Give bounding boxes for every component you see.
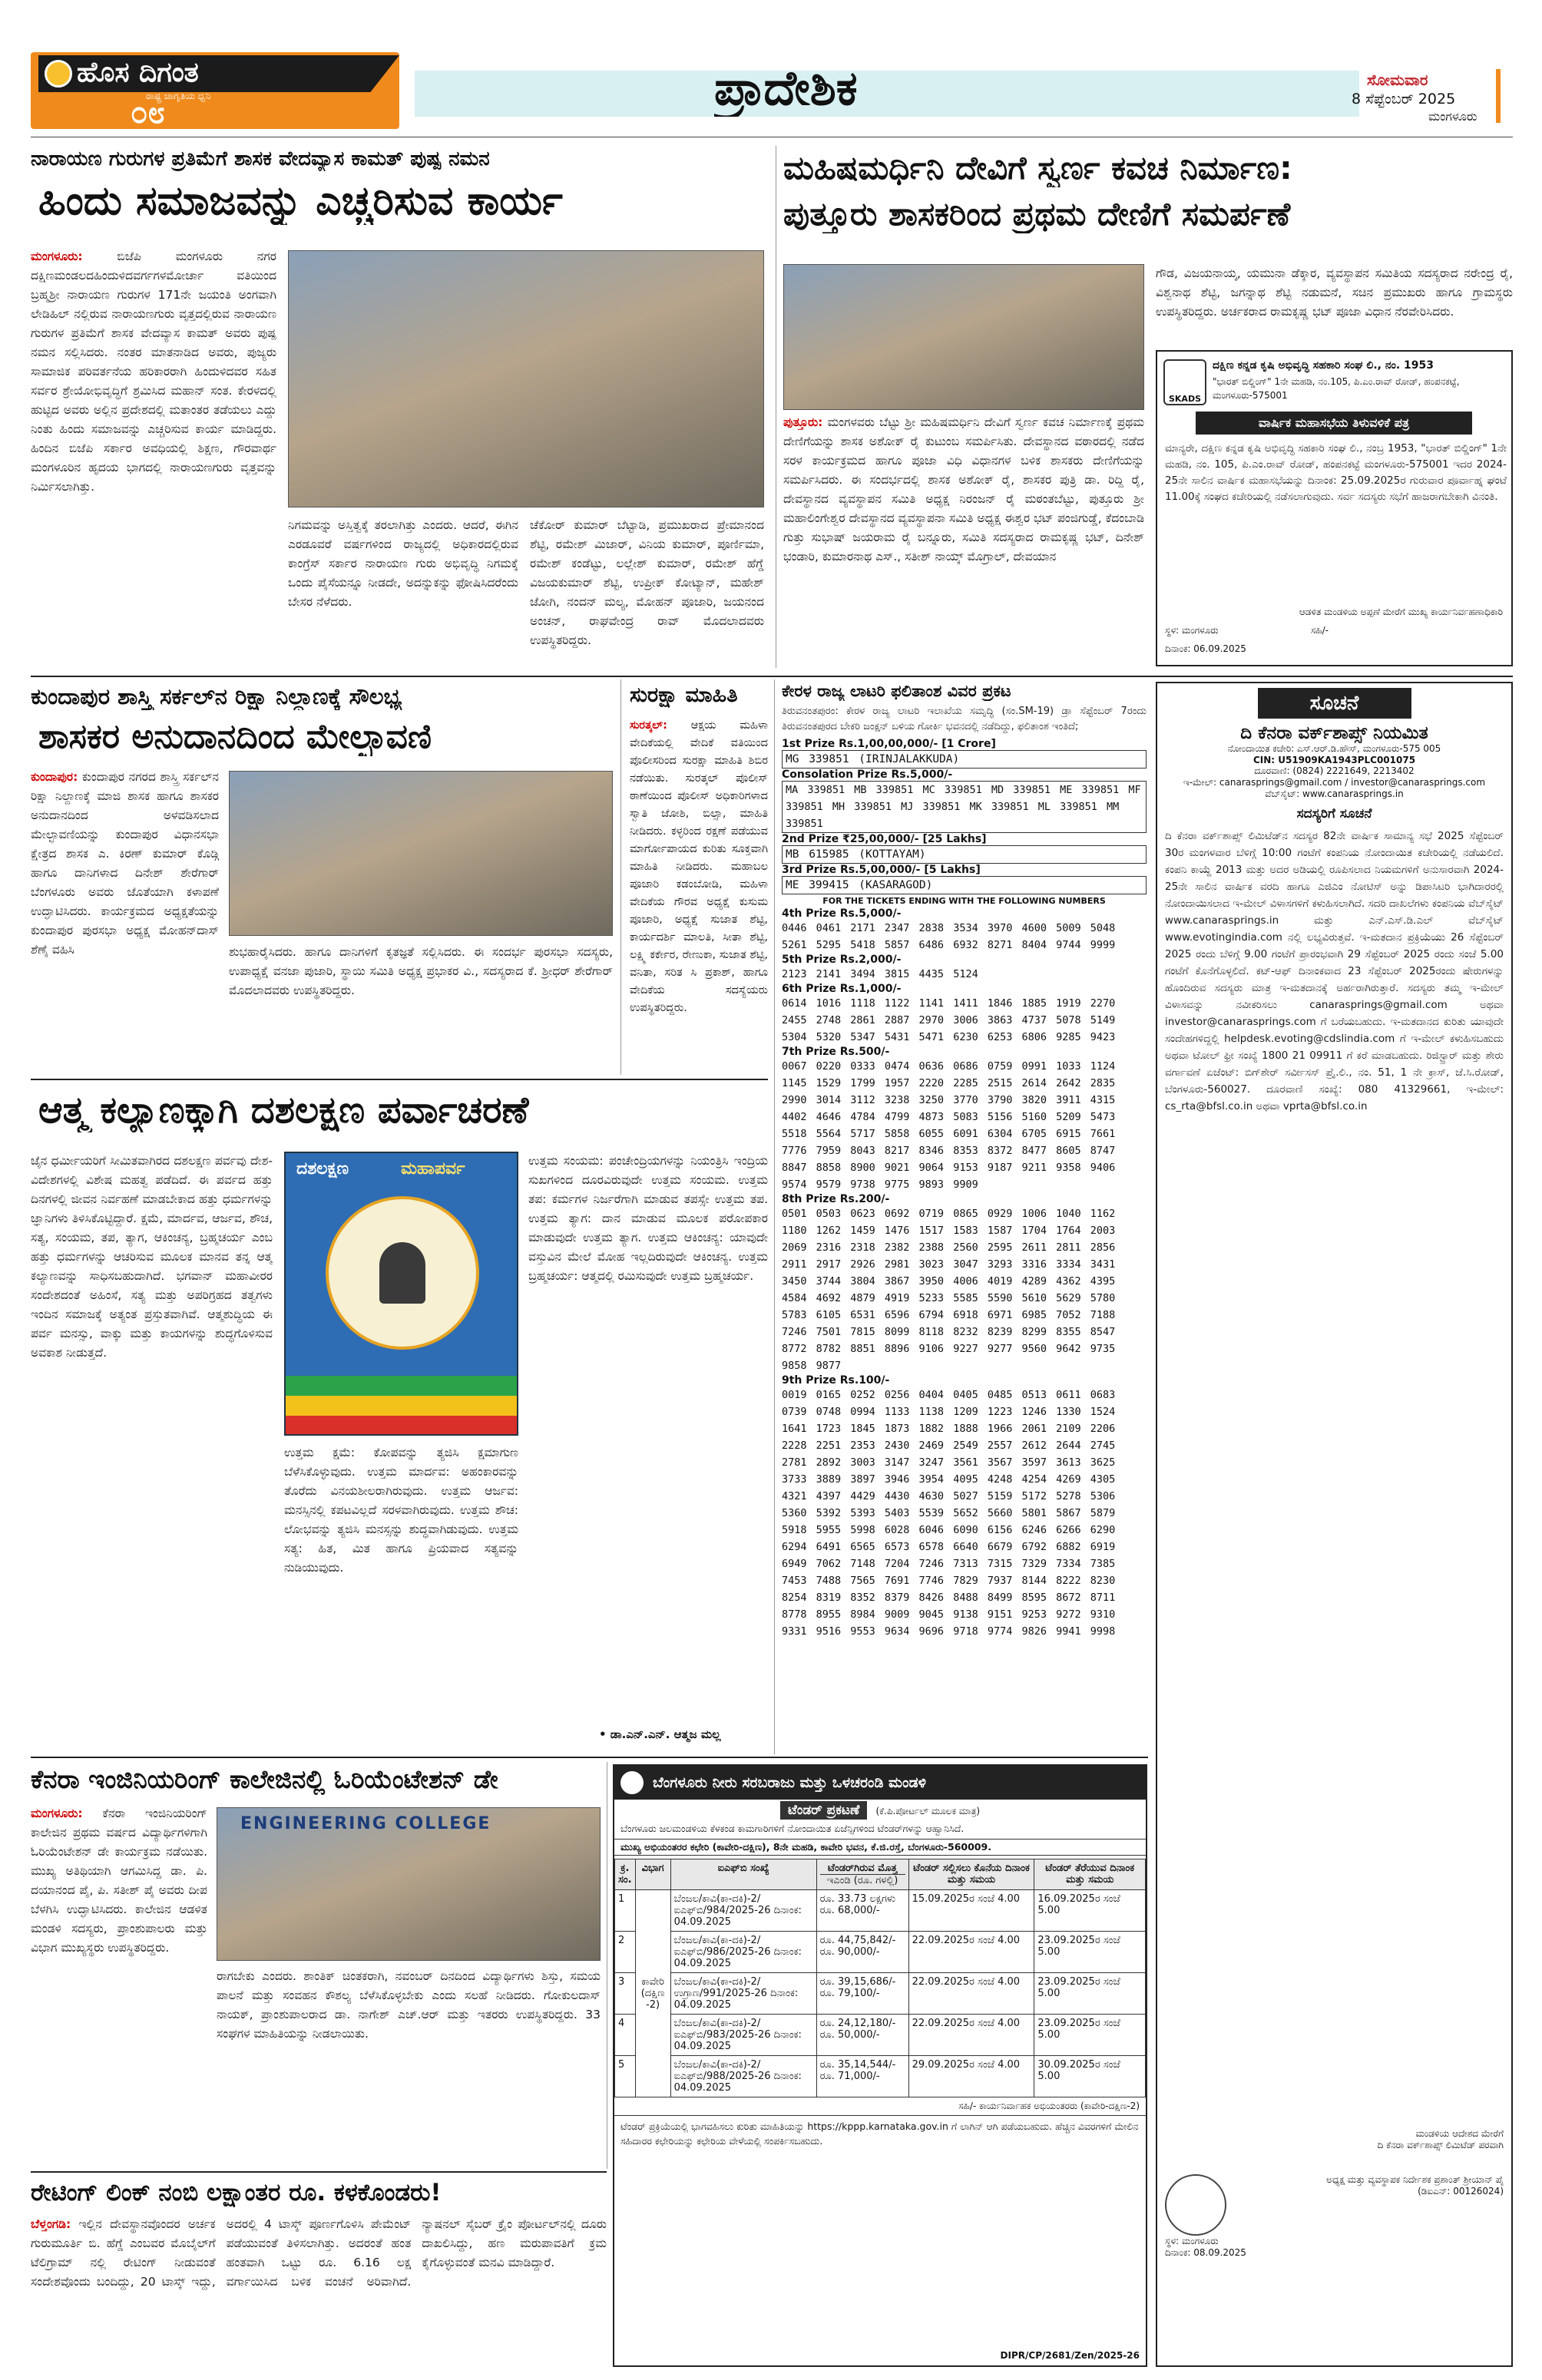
lottery-sixth-prize: 6th Prize Rs.1,000/- [782, 983, 902, 995]
lottery-fourth-nos: 0446 0461 2171 2347 2838 3534 3970 4600 5009 5048 5261 5295 5418 5857 6486 6932 8271 8404 9744 9999 [782, 922, 1116, 951]
diagram-band-yellow [286, 1396, 517, 1416]
story5-author: • ಡಾ.ಎನ್.ಎನ್. ಆತ್ಮಜ ಮಲ್ಲ [599, 1727, 721, 1741]
cell-amount-value: ರೂ. 35,14,544/- [819, 2059, 896, 2071]
story6-body-col1 [31, 1804, 207, 2165]
col-emd-label: ಇಎಂಡಿ (ರೂ. ಗಳಲ್ಲಿ) [820, 1874, 905, 1886]
story1-body-col1 [31, 247, 276, 677]
diagram-band-green [286, 1376, 517, 1396]
logo-text: ಹೊಸ ದಿಗಂತ [77, 57, 199, 88]
tender-header [614, 1766, 1146, 1800]
story6-body1: ಕೆನರಾ ಇಂಜಿನಿಯರಿಂಗ್ ಕಾಲೇಜಿನ ಪ್ರಥಮ ವರ್ಷದ ವಿದ್ಯಾರ್ಥಿಗಳಿಗಾಗಿ ಓರಿಯೆಂಟೇಶನ್ ಡೇ ಕಾರ್ಯಕ್ರಮ ನಡೆಯಿತು. ಮುಖ್ಯ ಅತಿಥಿಯಾಗಿ ಆಗಮಿಸಿದ್ದ ಡಾ. ಪಿ. ದಯಾನಂದ ಪೈ, ಪಿ. ಸತೀಶ್ ಪೈ ಅವರು ದೀಪ ಬೆಳಗಿಸಿ ಉದ್ಘಾಟಿಸಿದರು. ಕಾಲೇಜಿನ ಆಡಳಿತ ಮಂಡಳಿ ಸದಸ್ಯರು, ಪ್ರಾಂಶುಪಾಲರು ಮತ್ತು ವಿಭಾಗ ಮುಖ್ಯಸ್ಥರು ಉಪಸ್ಥಿತರಿದ್ದರು. [31, 1806, 207, 1955]
story1-headline: ಹಿಂದು ಸಮಾಜವನ್ನು ಎಚ್ಚರಿಸುವ ಕಾರ್ಯ [38, 178, 563, 224]
canara-reg-office: ನೋಂದಾಯಿತ ಕಚೇರಿ: ಎಸ್.ಆರ್.ಡಿ.ಹೌಸ್, ಮಂಗಳೂರು-575 005 [1227, 743, 1441, 754]
table-row [615, 2015, 1146, 2056]
story2-body-main [783, 413, 1144, 666]
lottery-headline: ಕೇರಳ ರಾಜ್ಯ ಲಾಟರಿ ಫಲಿತಾಂಶ ವಿವರ ಪ್ರಕಟ [782, 682, 1011, 700]
agm-body: ಮಾನ್ಯರೇ, ದಕ್ಷಿಣ ಕನ್ನಡ ಕೃಷಿ ಅಭಿವೃದ್ಧಿ ಸಹಕಾರಿ ಸಂಘ ಲಿ., ನಂಬ್ರ 1953, "ಭಾರತ್ ಬಿಲ್ಡಿಂಗ್" 1ನೇ ಮಹಡಿ, ನಂ. 105, ಪಿ.ಎಂ.ರಾವ್ ರೋಡ್, ಹಂಪನಕಟ್ಟೆ ಮಂಗಳೂರು-575001 ಇದರ 2024-25ನೇ ಸಾಲಿನ ವಾರ್ಷಿಕ ಮಹಾಸಭೆಯನ್ನು ದಿನಾಂಕ: 25.09.2025ರ ಗುರುವಾರ ಪೂರ್ವಾಹ್ನ ಘಂಟೆ 11.00ಕ್ಕೆ ಸಂಘದ ಕಚೇರಿಯಲ್ಲಿ ನಡೆಸಲಾಗುವುದು. ಸರ್ವ ಸದಸ್ಯರು ಸಭೆಗೆ ಹಾಜರಾಗಬೇಕಾಗಿ ವಿನಂತಿ. [1165, 442, 1507, 503]
section-rule-3 [31, 1757, 1148, 1758]
agm-org: ದಕ್ಷಿಣ ಕನ್ನಡ ಕೃಷಿ ಅಭಿವೃದ್ಧಿ ಸಹಕಾರಿ ಸಂಘ ಲಿ., ನಂ. 1953 [1213, 359, 1434, 372]
cell-open: 16.09.2025ರ ಸಂಜೆ 5.00 [1034, 1890, 1146, 1932]
cell-amount-value: ರೂ. 33.73 ಲಕ್ಷಗಳು [819, 1893, 896, 1905]
story6-dateline: ಮಂಗಳೂರು: [31, 1806, 83, 1820]
cell-open: 23.09.2025ರ ಸಂಜೆ 5.00 [1034, 1973, 1146, 2015]
cell-last: 22.09.2025ರ ಸಂಜೆ 4.00 [908, 1932, 1034, 1973]
cell-emd-value: ರೂ. 50,000/- [819, 2029, 880, 2041]
story2-headline2: ಪುತ್ತೂರು ಶಾಸಕರಿಂದ ಪ್ರಥಮ ದೇಣಿಗೆ ಸಮರ್ಪಣೆ [783, 195, 1291, 233]
section-rule-2 [31, 1079, 768, 1080]
cell-sl: 1 [615, 1890, 636, 1932]
col-ifb: ಐಎಫ್‌ಬಿ ಸಂಖ್ಯೆ [670, 1859, 816, 1890]
tender-notice [613, 1764, 1147, 2367]
cell-ifb: ಬೆಂಜಲ/ಕಾವಿ(ಕಾ-ದಕಿ)-2/ಐಎಫ್‌ಬಿ/986/2025-26 ದಿನಾಂಕ: 04.09.2025 [670, 1932, 816, 1973]
cell-last: 22.09.2025ರ ಸಂಜೆ 4.00 [908, 2015, 1034, 2056]
story5-headline: ಆತ್ಮ ಕಲ್ಯಾಣಕ್ಕಾಗಿ ದಶಲಕ್ಷಣ ಪರ್ವಾಚರಣೆ [38, 1089, 529, 1132]
lottery-intro: ತಿರುವನಂತಪುರಂ: ಕೇರಳ ರಾಜ್ಯ ಲಾಟರಿ ಇಲಾಖೆಯ ಸಮೃದ್ಧಿ (ಸಂ.SM-19) ಡ್ರಾ ಸೆಪ್ಟೆಂಬರ್ 7ರಂದು ತಿರುವನಂತಪುರದ ಬೇಕರಿ ಜಂಕ್ಷನ್ ಬಳಿಯ ಗೋರ್ಕಿ ಭವನದಲ್ಲಿ ನಡೆದಿದ್ದು, ಫಲಿತಾಂಶ ಇಂತಿದೆ; [782, 706, 1147, 732]
story3-body-col1 [31, 768, 219, 1075]
tender-footer: ಟೆಂಡರ್ ಪ್ರಕ್ರಿಯೆಯಲ್ಲಿ ಭಾಗವಹಿಸಲು ಕುರಿತು ಮಾಹಿತಿಯನ್ನು https://kppp.karnataka.gov.in ಗೆ ಲಾಗಿನ್ ಆಗಿ ಪಡೆಯಬಹುದು. ಹೆಚ್ಚಿನ ವಿವರಗಳಿಗೆ ಮೇಲಿನ ಸಹಿದಾರರ ಕಛೇರಿಯನ್ನು ಕಛೇರಿಯ ವೇಳೆಯಲ್ಲಿ ಸಂಪರ್ಕಿಸಬಹುದು. [614, 2115, 1146, 2151]
agm-notice [1156, 350, 1513, 666]
story4-body-wrap [630, 717, 768, 1075]
story4-headline: ಸುರಕ್ಷಾ ಮಾಹಿತಿ [630, 683, 738, 707]
canara-footer1: ಮಂಡಳಿಯ ಆದೇಶದ ಮೇರೆಗೆ [1415, 2128, 1504, 2139]
section-rule-4 [31, 2171, 607, 2173]
date-rule [1496, 69, 1501, 123]
cell-last: 29.09.2025ರ ಸಂಜೆ 4.00 [908, 2056, 1034, 2097]
city-label: ಮಂಗಳೂರು [1428, 109, 1477, 124]
canara-footer2: ದಿ ಕೆನರಾ ವರ್ಕ್‌ಶಾಪ್ಸ್ ಲಿಮಿಟೆಡ್ ಪರವಾಗಿ [1377, 2140, 1504, 2150]
agm-address: "ಭಾರತ್ ಬಿಲ್ಡಿಂಗ್" 1ನೇ ಮಹಡಿ, ನಂ.105, ಪಿ.ಎಂ.ರಾವ್ ರೋಡ್, ಹಂಪನಕಟ್ಟೆ, ಮಂಗಳೂರು-575001 [1213, 376, 1460, 401]
diagram-title: ದಶಲಕ್ಷಣ [296, 1159, 349, 1178]
lottery-fifth-nos: 2123 2141 3494 3815 4435 5124 [782, 968, 978, 980]
tender-sign: ಸಹಿ/- ಕಾರ್ಯನಿರ್ವಾಹಕ ಅಭಿಯಂತರರು (ಕಾವೇರಿ-ದಕ್ಷಿಣ-2) [958, 2101, 1140, 2111]
cell-sl: 2 [615, 1932, 636, 1973]
story3-body2: ಶುಭಹಾರೈಸಿದರು. ಹಾಗೂ ದಾನಿಗಳಿಗೆ ಕೃತಜ್ಞತೆ ಸಲ್ಲಿಸಿದರು. ಈ ಸಂದರ್ಭ ಪುರಸಭಾ ಸದಸ್ಯರು, ಉಪಾಧ್ಯಕ್ಷೆ ವನಜಾ ಪುಜಾರಿ, ಸ್ಥಾಯಿ ಸಮಿತಿ ಅಧ್ಯಕ್ಷ ಪ್ರಭಾಕರ ವಿ., ಸದಸ್ಯರಾದ ಕೆ. ಶ್ರೀಧರ್ ಶೇರೆಗಾರ್ ಮೊದಲಾದವರು ಉಪಸ್ಥಿತರಿದ್ದರು. [229, 945, 613, 997]
story1-body3: ಚೆಕೋರ್ ಕುಮಾರ್ ಬೆಟ್ಟಾಡಿ, ಪ್ರಮುಖರಾದ ಪ್ರೇಮಾನಂದ ಶೆಟ್ಟಿ, ರಮೇಶ್ ಮಿಜಾರ್, ವಿನಿಯ ಕುಮಾರ್, ಪೂರ್ಣಿಮಾ, ರಮೇಶ್ ಕಂಡೆಟ್ಟು, ಲಲ್ಲೇಶ್ ಕುಮಾರ್, ರಮೇಶ್ ಹೆಗ್ಡೆ ವಿಜಯಕುಮಾರ್ ಶೆಟ್ಟಿ, ಉಪ್ರೀಕ್ ಕೋಟ್ಯಾನ್, ಮಹೇಶ್ ಜೋಗಿ, ನಂದನ್ ಮಲ್ಯ, ಮೋಹನ್ ಪೂಜಾರಿ, ಜಯನಂದ ಅಂಚನ್, ರಾಘವೇಂದ್ರ ರಾವ್ ಮೊದಲಾದವರು ಉಪಸ್ಥಿತರಿದ್ದರು. [530, 518, 764, 647]
story2-dateline: ಪುತ್ತೂರು: [783, 415, 823, 429]
lottery-ending-note: FOR THE TICKETS ENDING WITH THE FOLLOWING NUMBERS [822, 896, 1106, 906]
agm-sign: ಸಹಿ/- [1311, 625, 1329, 636]
cell-open: 23.09.2025ರ ಸಂಜೆ 5.00 [1034, 1932, 1146, 1973]
col-divider-3 [774, 679, 775, 1754]
cell-emd-value: ರೂ. 71,000/- [819, 2071, 880, 2082]
lottery-fifth-prize: 5th Prize Rs.2,000/- [782, 954, 902, 966]
story6-photo [217, 1807, 601, 1961]
story6-headline: ಕೆನರಾ ಇಂಜಿನಿಯರಿಂಗ್ ಕಾಲೇಜಿನಲ್ಲಿ ಓರಿಯೆಂಟೇಶನ್ ಡೇ [31, 1764, 498, 1794]
lottery-seventh-prize: 7th Prize Rs.500/- [782, 1046, 890, 1058]
table-row [615, 1973, 1146, 2015]
agm-signatory: ಆಡಳಿತ ಮಂಡಳಿಯ ಅಪ್ಪಣೆ ಮೇರೆಗೆ ಮುಖ್ಯ ಕಾರ್ಯನಿರ್ವಹಣಾಧಿಕಾರಿ [1299, 607, 1503, 617]
story6-body2: ರಾಗಬೇಕು ಎಂದರು. ಶಾಂತಿಕ್ ಚಿಂತಕರಾಗಿ, ನವಂಬರ್ ದಿನದಿಂದ ವಿದ್ಯಾರ್ಥಿಗಳು ಶಿಸ್ತು, ಸಮಯ ಪಾಲನೆ ಮತ್ತು ಸಂವಹನ ಕೌಶಲ್ಯ ಬೆಳೆಸಿಕೊಳ್ಳಬೇಕು ಎಂದು ಸಲಹೆ ನೀಡಿದರು. ಗೋಕುಲದಾಸ್ ನಾಯಕ್, ಪ್ರಾಂಶುಪಾಲರಾದ ಡಾ. ನಾಗೇಶ್ ಎಚ್.ಆರ್ ಮತ್ತು ಇತರರು ಉಪಸ್ಥಿತರಿದ್ದರು. 33 ಸಂಘಗಳ ಮಾಹಿತಿಯನ್ನು ನೀಡಲಾಯಿತು. [217, 1969, 601, 2041]
canara-sub: ಸದಸ್ಯರಿಗೆ ಸೂಚನೆ [1296, 806, 1372, 821]
story2-photo [783, 264, 1144, 410]
canara-cin: CIN: U51909KA1943PLC001075 [1252, 755, 1416, 765]
agm-date: ದಿನಾಂಕ: 06.09.2025 [1165, 643, 1246, 654]
story2-body1: ಗೌಡ, ವಿಜಯನಾಯ್ಕ, ಯಮುನಾ ಡೆಕ್ಕಾರ, ವ್ಯವಸ್ಥಾಪನ ಸಮಿತಿಯ ಸದಸ್ಯರಾದ ನರೇಂದ್ರ ರೈ, ವಿಶ್ವನಾಥ ಶೆಟ್ಟಿ, ಜಗನ್ನಾಥ ಶೆಟ್ಟಿ ನಡುಮನೆ, ಸಚಿನ ಪ್ರಮುಖರು ಹಾಗೂ ಗ್ರಾಮಸ್ಥರು ಉಪಸ್ಥಿತರಿದ್ದರು. ಅರ್ಚಕರಾದ ರಾಮಕೃಷ್ಣ ಭಟ್ ಪೂಜಾ ವಿಧಾನ ನೆರವೇರಿಸಿದರು. [1156, 266, 1513, 319]
cell-open: 30.09.2025ರ ಸಂಜೆ 5.00 [1034, 2056, 1146, 2097]
page-number: ೦೮ [131, 95, 165, 131]
lamp-icon [45, 60, 72, 88]
cell-amount-value: ರೂ. 24,12,180/- [819, 2018, 896, 2029]
story5-body2: ಉತ್ತಮ ಸಂಯಮ: ಪಂಚೇಂದ್ರಿಯಗಳನ್ನು ನಿಯಂತ್ರಿಸಿ ಇಂದ್ರಿಯ ಸುಖಗಳಿಂದ ದೂರವಿರುವುದೇ ಉತ್ತಮ ಸಂಯಮ. ಉತ್ತಮ ತಪ: ಕರ್ಮಗಳ ನಿರ್ಜರೆಗಾಗಿ ಮಾಡುವ ತಪಸ್ಸೇ ಉತ್ತಮ ತಪ. ಉತ್ತಮ ತ್ಯಾಗ: ದಾನ ಮಾಡುವ ಮೂಲಕ ಪರೋಪಕಾರ ಮಾಡುವುದೇ ಉತ್ತಮ ತ್ಯಾಗ. ಉತ್ತಮ ಆಕಿಂಚನ್ಯ: ಯಾವುದೇ ವಸ್ತುವಿನ ಮೇಲೆ ಮೋಹ ಇಲ್ಲದಿರುವುದೇ ಆಕಿಂಚನ್ಯ. ಉತ್ತಮ ಬ್ರಹ್ಮಚರ್ಯ: ಆತ್ಮದಲ್ಲಿ ರಮಿಸುವುದೇ ಉತ್ತಮ ಬ್ರಹ್ಮಚರ್ಯ. [528, 1154, 768, 1283]
story3-headline1: ಕುಂದಾಪುರ ಶಾಸ್ತ್ರಿ ಸರ್ಕಲ್‌ನ ರಿಕ್ಷಾ ನಿಲ್ದಾಣಕ್ಕೆ ಸೌಲಭ್ಯ [31, 683, 402, 709]
section-band [415, 71, 1359, 117]
tender-intro: ಬೆಂಗಳೂರು ಜಲಮಂಡಳಿಯ ಕೆಳಕಂಡ ಕಾಮಗಾರಿಗಳಿಗೆ ನೋಂದಾಯಿತ ಏಜೆನ್ಸಿಗಳಿಂದ ಟೆಂಡರ್‌ಗಳನ್ನು ಆಹ್ವಾನಿಸಿದೆ. [620, 1823, 965, 1834]
story7-body-wrap [31, 2215, 607, 2365]
cell-ifb: ಬೆಂಜಲ/ಕಾವಿ(ಕಾ-ದಕಿ)-2/ಐಎಫ್‌ಬಿ/984/2025-26 ದಿನಾಂಕ: 04.09.2025 [670, 1890, 816, 1932]
story5-body3: ಉತ್ತಮ ಕ್ಷಮೆ: ಕೋಪವನ್ನು ತ್ಯಜಿಸಿ ಕ್ಷಮಾಗುಣ ಬೆಳೆಸಿಕೊಳ್ಳುವುದು. ಉತ್ತಮ ಮಾರ್ದವ: ಅಹಂಕಾರವನ್ನು ತೊರೆದು ವಿನಯಶೀಲರಾಗಿರುವುದು. ಉತ್ತಮ ಆರ್ಜವ: ಮನಸ್ಸಿನಲ್ಲಿ ಕಪಟವಿಲ್ಲದೆ ಸರಳವಾಗಿರುವುದು. ಉತ್ತಮ ಶೌಚ: ಲೋಭವನ್ನು ತ್ಯಜಿಸಿ ಮನಸ್ಸನ್ನು ಶುದ್ಧವಾಗಿಡುವುದು. ಉತ್ತಮ ಸತ್ಯ: ಹಿತ, ಮಿತ ಹಾಗೂ ಪ್ರಿಯವಾದ ಸತ್ಯವನ್ನು ನುಡಿಯುವುದು. [284, 1446, 518, 1575]
table-row [615, 1890, 1146, 1932]
tirthankara-icon [379, 1242, 425, 1304]
lottery-consolation: Consolation Prize Rs.5,000/- [782, 769, 953, 781]
cell-division: ಕಾವೇರಿ (ದಕ್ಷಿಣ -2) [635, 1890, 670, 2097]
lottery-consolation-nos: MA 339851 MB 339851 MC 339851 MD 339851 ME 339851 MF 339851 MH 339851 MJ 339851 MK 339851 ML 339851 MM 339851 [782, 781, 1147, 833]
agm-title: ವಾರ್ಷಿಕ ಮಹಾಸಭೆಯ ತಿಳುವಳಿಕೆ ಪತ್ರ [1196, 412, 1472, 435]
cell-sl: 4 [615, 2015, 636, 2056]
tender-office: ಮುಖ್ಯ ಅಭಿಯಂತರರ ಕಛೇರಿ (ಕಾವೇರಿ-ದಕ್ಷಿಣ), 8ನೇ ಮಹಡಿ, ಕಾವೇರಿ ಭವನ, ಕೆ.ಜಿ.ರಸ್ತೆ, ಬೆಂಗಳೂರು-560009. [614, 1839, 1146, 1856]
photo-banner-text: ENGINEERING COLLEGE [240, 1814, 491, 1833]
dashalakshana-diagram [284, 1152, 518, 1436]
story4-dateline: ಸುರತ್ಕಲ್: [630, 719, 667, 732]
cell-ifb: ಬೆಂಜಲ/ಕಾವಿ(ಕಾ-ದಕಿ)-2/ಐಎಫ್‌ಬಿ/983/2025-26 ದಿನಾಂಕ: 04.09.2025 [670, 2015, 816, 2056]
lottery-first-prize: 1st Prize Rs.1,00,00,000/- [1 Crore] [782, 738, 996, 750]
cell-sl: 3 [615, 1973, 636, 2015]
day-label: ಸೋಮವಾರ [1367, 71, 1428, 89]
diagram-band-red [286, 1416, 517, 1434]
cell-amount [816, 2056, 908, 2097]
cell-ifb: ಬೆಂಜಲ/ಕಾವಿ(ಕಾ-ದಕಿ)-2/ಐಎಫ್‌ಬಿ/988/2025-26 ದಿನಾಂಕ: 04.09.2025 [670, 2056, 816, 2097]
story1-body2: ನಿಗಮವನ್ನು ಅಸ್ತಿತ್ವಕ್ಕೆ ತರಲಾಗಿತ್ತು ಎಂದರು. ಆದರೆ, ಈಗಿನ ಎರಡೂವರೆ ವರ್ಷಗಳಿಂದ ರಾಜ್ಯದಲ್ಲಿ ಅಧಿಕಾರದಲ್ಲಿರುವ ಕಾಂಗ್ರೆಸ್ ಸರ್ಕಾರ ನಾರಾಯಣ ಗುರು ಅಭಿವೃದ್ಧಿ ನಿಗಮಕ್ಕೆ ಒಂದು ಪೈಸೆಯನ್ನೂ ನೀಡದೇ, ಅದನ್ನುಕನ್ನು ಫೋಷಿಸಿದರೆಂದು ಬೇಸರ ನೆಳೆದರು. [288, 518, 518, 609]
cell-emd-value: ರೂ. 68,000/- [819, 1905, 880, 1916]
story3-body1: ಕುಂದಾಪುರ ನಗರದ ಶಾಸ್ತ್ರಿ ಸರ್ಕಲ್‌ನ ರಿಕ್ಷಾ ನಿಲ್ದಾಣಕ್ಕೆ ಮಾಜಿ ಶಾಸಕ ಹಾಗೂ ಶಾಸಕರ ಅನುದಾನದಿಂದ ಅಳವಡಿಸಲಾದ ಮೇಲ್ಛಾವಣಿಯನ್ನು ಕುಂದಾಪುರ ವಿಧಾನಸಭಾ ಕ್ಷೇತ್ರದ ಶಾಸಕ ಎ. ಕಿರಣ್ ಕುಮಾರ್ ಕೊಡ್ಗಿ ಹಾಗೂ ದಾನಿಗಳಾದ ದಿನೇಶ್ ಶೇರೆಗಾರ್ ಬೆಂಗಳೂರು ಅವರು ಜೊತೆಯಾಗಿ ಕಳಾಪಣೆ ಉದ್ಘಾಟಿಸಿದರು. ಕಾರ್ಯಕ್ರಮದ ಅಧ್ಯಕ್ಷತೆಯನ್ನು ಕುಂದಾಪುರ ಪುರಸಭಾ ಅಧ್ಯಕ್ಷ ಮೋಹನ್‌ದಾಸ್ ಶೆಣೈ ವಹಿಸಿ [31, 770, 219, 957]
story1-photo [288, 250, 764, 507]
tender-sub: (ಕೆ.ಪಿ.ಪೋರ್ಟಲ್ ಮೂಲಕ ಮಾತ್ರ) [875, 1806, 980, 1816]
canara-din: (ಡಿಐಎನ್: 00126024) [1418, 2186, 1504, 2197]
story1-body1: ಬಿಜೆಪಿ ಮಂಗಳೂರು ನಗರ ದಕ್ಷಿಣಮಂಡಲದಹಿಂದುಳಿದವರ್ಗಗಳಮೋರ್ಚಾ ವತಿಯಿಂದ ಬ್ರಹ್ಮಶ್ರೀ ನಾರಾಯಣ ಗುರುಗಳ 171ನೇ ಜಯಂತಿ ಅಂಗವಾಗಿ ಲೇಡಿಹಿಲ್ ನಲ್ಲಿರುವ ನಾರಾಯಣಗುರು ವೃತ್ತದಲ್ಲಿರುವ ನಾರಾಯಣ ಗುರುಗಳ ಪ್ರತಿಮೆಗೆ ಶಾಸಕ ವೇದವ್ಯಾಸ ಕಾಮತ್ ಅವರು ಪುಷ್ಪ ನಮನ ಸಲ್ಲಿಸಿದರು. ನಂತರ ಮಾತನಾಡಿದ ಅವರು, ಪುಜ್ಯರು ಸಾಮಾಜಿಕ ಪರಿವರ್ತನೆಯ ಹರಿಕಾರರಾಗಿ ಹಿಂದುಳಿದವರ ಸಹಿತ ಸರ್ವರ ಶ್ರೇಯೋಭಿವೃದ್ಧಿಗೆ ಶ್ರಮಿಸಿದ ಮಹಾನ್ ಸಂತ. ಕೇರಳದಲ್ಲಿ ಹುಟ್ಟಿದ ಅವರು ಅಲ್ಲಿನ ಪ್ರದೇಶದಲ್ಲಿ ಮತಾಂತರ ತಡೆಯಲು ಎದ್ದು ನಿಂತು ಹಿಂದು ಸಮಾಜವನ್ನು ಎಚ್ಚರಿಸುವ ಕಾರ್ಯ ಮಾಡಿದ್ದರು. ಹಿಂದಿನ ಬಿಜೆಪಿ ಸರ್ಕಾರ ಅವಧಿಯಲ್ಲಿ ಶಿಕ್ಷಣ, ಗೌರವಾರ್ಥ ಮಂಗಳೂರಿನ ಹೃದಯ ಭಾಗದಲ್ಲಿ ನಾರಾಯಣಗುರು ವೃತ್ತವನ್ನು ನಿರ್ಮಿಸಲಾಗಿತ್ತು. [31, 250, 276, 494]
skads-logo-text: SKADS [1168, 394, 1201, 404]
lottery-ninth-prize: 9th Prize Rs.100/- [782, 1374, 890, 1387]
story7-body: ಇಲ್ಲಿನ ದೇವಸ್ಥಾನವೊಂದರ ಅರ್ಚಕ ಗುರುಮೂರ್ತಿ ಬಿ. ಹೆಗ್ಡೆ ಎಂಬವರ ಮೊಬೈಲ್‌ಗೆ ಟೆಲಿಗ್ರಾಮ್ ನಲ್ಲಿ ರೇಟಿಂಗ್ ನೀಡುವಂತೆ ಸಂದೇಶವೊಂದು ಬಂದಿದ್ದು, 20 ಟಾಸ್ಕ್ ಇದ್ದು, ಅದರಲ್ಲಿ 4 ಟಾಸ್ಕ್ ಪೂರ್ಣಗೊಳಿಸಿ ಪೇಮೆಂಟ್ ಪಡೆಯುವಂತೆ ತಿಳಿಸಲಾಗಿತ್ತು. ಅದರಂತೆ ಹಂತ ಹಂತವಾಗಿ ಒಟ್ಟು ರೂ. 6.16 ಲಕ್ಷ ವರ್ಗಾಯಿಸಿದ ಬಳಿಕ ವಂಚನೆ ಅರಿವಾಗಿದೆ. ನ್ಯಾಷನಲ್ ಸೈಬರ್ ಕ್ರೈಂ ಪೋರ್ಟಲ್‌ನಲ್ಲಿ ದೂರು ದಾಖಲಿಸಿದ್ದು, ಹಣ ಮರುಪಾವತಿಗೆ ಕ್ರಮ ಕೈಗೊಳ್ಳುವಂತೆ ಮನವಿ ಮಾಡಿದ್ದಾರೆ. [31, 2217, 607, 2289]
tender-org: ಬೆಂಗಳೂರು ನೀರು ಸರಬರಾಜು ಮತ್ತು ಒಳಚರಂಡಿ ಮಂಡಳಿ [653, 1774, 926, 1791]
col-sl: ಕ್ರ. ಸಂ. [615, 1859, 636, 1890]
lottery-eighth-nos: 0501 0503 0623 0692 0719 0865 0929 1006 1040 1162 1180 1262 1459 1476 1517 1583 1587 1704 1764 2003 2069 2316 2318 2382 2388 2560 2595 2611 2811 2856 2911 2917 2926 2981 3023 3047 3293 3316 3334 3431 3450 3744 3804 3867 3950 4006 4019 4289 4362 4395 4584 4692 4879 4919 5233 5585 5590 5610 5629 5780 5783 6105 6531 6596 6794 6918 6971 6985 7052 7188 7246 7501 7815 8099 8118 8232 8239 8299 8355 8547 8772 8782 8851 8896 9106 9227 9277 9560 9642 9735 9858 9877 [782, 1208, 1116, 1372]
col-last: ಟೆಂಡರ್ ಸಲ್ಲಿಸಲು ಕೊನೆಯ ದಿನಾಂಕ ಮತ್ತು ಸಮಯ [908, 1859, 1034, 1890]
canara-web: ವೆಬ್‌ಸೈಟ್: www.canarasprings.in [1265, 788, 1404, 799]
cell-last: 15.09.2025ರ ಸಂಜೆ 4.00 [908, 1890, 1034, 1932]
cell-amount [816, 1973, 908, 2015]
cell-amount [816, 1932, 908, 1973]
story5-body1: ಜೈನ ಧರ್ಮೀಯರಿಗೆ ಸೀಮಿತವಾಗಿರದ ದಶಲಕ್ಷಣ ಪರ್ವವು ದೇಶ-ವಿದೇಶಗಳಲ್ಲಿ ವಿಶೇಷ ಮಹತ್ವ ಪಡೆದಿದೆ. ಈ ಪರ್ವದ ಹತ್ತು ದಿನಗಳಲ್ಲಿ ಜೀವನ ನಿರ್ವಹಣೆ ಮಾಡಬೇಕಾದ ಹತ್ತು ಧರ್ಮಗಳನ್ನು ಜ್ಞಾನಿಗಳು ತಿಳಿಸಿಕೊಟ್ಟಿದ್ದಾರೆ. ಕ್ಷಮೆ, ಮಾರ್ದವ, ಆರ್ಜವ, ಶೌಚ, ಸತ್ಯ, ಸಂಯಮ, ತಪ, ತ್ಯಾಗ, ಆಕಿಂಚನ್ಯ, ಬ್ರಹ್ಮಚರ್ಯ ಎಂಬ ಹತ್ತು ಧರ್ಮಗಳನ್ನು ಆಚರಿಸುವ ಮೂಲಕ ಮಾನವ ತನ್ನ ಆತ್ಮ ಕಲ್ಯಾಣವನ್ನು ಸಾಧಿಸಬಹುದಾಗಿದೆ. ಭಗವಾನ್ ಮಹಾವೀರರ ಸಂದೇಶದಂತೆ ಅಹಿಂಸೆ, ಸತ್ಯ ಮತ್ತು ಅಪರಿಗ್ರಹದ ತತ್ವಗಳು ಇಂದಿನ ಸಮಾಜಕ್ಕೆ ಅತ್ಯಂತ ಪ್ರಸ್ತುತವಾಗಿವೆ. ಆತ್ಮಶುದ್ಧಿಯ ಈ ಪರ್ವ ಮನಸ್ಸು, ವಾಕ್ಕು ಮತ್ತು ಕಾಯಗಳನ್ನು ಶುದ್ಧಗೊಳಿಸುವ ಅವಕಾಶ ನೀಡುತ್ತದೆ. [31, 1154, 273, 1360]
col-open: ಟೆಂಡರ್ ತೆರೆಯುವ ದಿನಾಂಕ ಮತ್ತು ಸಮಯ [1034, 1859, 1146, 1890]
agm-place: ಸ್ಥಳ: ಮಂಗಳೂರು [1165, 625, 1219, 636]
cell-last: 22.09.2025ರ ಸಂಜೆ 4.00 [908, 1973, 1034, 2015]
lottery-seventh-nos: 0067 0220 0333 0474 0636 0686 0759 0991 1033 1124 1145 1529 1799 1957 2220 2285 2515 2614 2642 2835 2990 3014 3112 3238 3250 3770 3790 3820 3911 4315 4402 4646 4784 4799 4873 5083 5156 5160 5209 5473 5518 5564 5717 5858 6055 6091 6304 6705 6915 7661 7776 7959 8043 8217 8346 8353 8372 8477 8605 8747 8847 8858 8900 9021 9064 9153 9187 9211 9358 9406 9574 9579 9738 9775 9893 9909 [782, 1060, 1116, 1191]
col-divider-2 [620, 679, 621, 1075]
diagram-sub: ಮಹಾಪರ್ವ [401, 1159, 465, 1178]
table-row [615, 1932, 1146, 1973]
canara-body: ದಿ ಕೆನರಾ ವರ್ಕ್‌ಶಾಪ್ಸ್ ಲಿಮಿಟೆಡ್‌ನ ಸದಸ್ಯರ 82ನೇ ವಾರ್ಷಿಕ ಸಾಮಾನ್ಯ ಸಭೆ 2025 ಸೆಪ್ಟೆಂಬರ್ 30ರ ಮಂಗಳವಾರ ಬೆಳಿಗ್ಗೆ 10:00 ಗಂಟೆಗೆ ಕಂಪನಿಯ ನೋಂದಾಯಿತ ಕಚೇರಿಯಲ್ಲಿ ನಡೆಯಲಿದೆ. ಕಂಪನಿ ಕಾಯ್ದೆ 2013 ಮತ್ತು ಅದರ ಅಡಿಯಲ್ಲಿ ರೂಪಿಸಲಾದ ನಿಯಮಗಳಿಗೆ ಅನುಸಾರವಾಗಿ 2024-25ನೇ ಸಾಲಿನ ವಾರ್ಷಿಕ ವರದಿ ಹಾಗೂ ಎಜಿಎಂ ನೋಟಿಸ್ ಅನ್ನು ಡಿಪಾಸಿಟರಿ ಭಾಗಿದಾರರಲ್ಲಿ ನೋಂದಾಯಿಸಲಾದ ಇ-ಮೇಲ್ ವಿಳಾಸಗಳಿಗೆ ಕಳುಹಿಸಲಾಗಿದೆ. ಸದರಿ ದಾಖಲೆಗಳು ಕಂಪನಿಯ ವೆಬ್‌ಸೈಟ್ www.canarasprings.in ಮತ್ತು ಎನ್‌.ಎಸ್‌.ಡಿ.ಎಲ್ ವೆಬ್‌ಸೈಟ್ www.evotingindia.com ನಲ್ಲಿ ಲಭ್ಯವಿರುತ್ತವೆ. ಇ-ಮತದಾನ ಪ್ರಕ್ರಿಯೆಯು 26 ಸೆಪ್ಟೆಂಬರ್ 2025 ರಂದು ಬೆಳಿಗ್ಗೆ 9.00 ಗಂಟೆಗೆ ಪ್ರಾರಂಭವಾಗಿ 29 ಸೆಪ್ಟೆಂಬರ್ 2025 ರಂದು ಸಂಜೆ 5.00 ಗಂಟೆಗೆ ಕೊನೆಗೊಳ್ಳಲಿದೆ. ಕಟ್-ಆಫ್ ದಿನಾಂಕವಾದ 23 ಸೆಪ್ಟೆಂಬರ್ 2025ರಂದು ಷೇರುಗಳನ್ನು ಹೊಂದಿರುವ ಸದಸ್ಯರು ಮಾತ್ರ ಇ-ಮತದಾನಕ್ಕೆ ಅರ್ಹರಾಗಿರುತ್ತಾರೆ. ಸದಸ್ಯರು ತಮ್ಮ ಇ-ಮೇಲ್ ವಿಳಾಸವನ್ನು ನವೀಕರಿಸಲು canarasprings@gmail.com ಅಥವಾ investor@canarasprings.com ಗೆ ಬರೆಯಬಹುದು. ಇ-ಮತದಾನದ ಕುರಿತು ಯಾವುದೇ ಸಂದೇಹಗಳಿದ್ದಲ್ಲಿ helpdesk.evoting@cdslindia.com ಗೆ ಇ-ಮೇಲ್ ಕಳುಹಿಸಬಹುದು ಅಥವಾ ಟೋಲ್ ಫ್ರೀ ಸಂಖ್ಯೆ 1800 21 09911 ಗೆ ಕರೆ ಮಾಡಬಹುದು. ರಿಜಿಸ್ಟ್ರಾರ್ ಮತ್ತು ಶೇರು ವರ್ಗಾವಣೆ ಏಜೆಂಟ್: ಬಿಗ್‌ಶೇರ್ ಸರ್ವೀಸಸ್ ಪ್ರೈ.ಲಿ., ನಂ. 51, 1 ನೇ ಕ್ರಾಸ್, ಜೆ.ಸಿ.ರೋಡ್, ಬೆಂಗಳೂರು-560027. ದೂರವಾಣಿ ಸಂಖ್ಯೆ: 080 41329661, ಇ-ಮೇಲ್: cs_rta@bfsl.co.in ಅಥವಾ vprta@bfsl.co.in [1165, 830, 1504, 1112]
canara-company: ದಿ ಕೆನರಾ ವರ್ಕ್‌ಶಾಪ್ಸ್ ನಿಯಮಿತ [1240, 723, 1428, 743]
canara-date: ದಿನಾಂಕ: 08.09.2025 [1165, 2247, 1246, 2258]
section-title: ಪ್ರಾದೇಶಿಕ [714, 60, 858, 116]
canara-notice [1156, 682, 1513, 2367]
cell-amount [816, 1890, 908, 1932]
cell-open: 23.09.2025ರ ಸಂಜೆ 5.00 [1034, 2015, 1146, 2056]
logo-tagline: ರಾಷ್ಟ್ರ ಜಾಗೃತಿಯ ಧ್ವನಿ [146, 91, 211, 101]
canara-logo-icon [1165, 2174, 1226, 2236]
cell-amount-value: ರೂ. 44,75,842/- [819, 1935, 896, 1946]
tender-title: ಟೆಂಡರ್ ಪ್ರಕಟಣೆ [780, 1801, 867, 1820]
tender-table [614, 1859, 1146, 2097]
story3-photo [229, 771, 613, 936]
story7-headline: ರೇಟಿಂಗ್ ಲಿಂಕ್ ನಂಬಿ ಲಕ್ಷಾಂತರ ರೂ. ಕಳಕೊಂಡರು! [31, 2179, 442, 2206]
canara-signatory: ಅಧ್ಯಕ್ಷ ಮತ್ತು ವ್ಯವಸ್ಥಾಪಕ ನಿರ್ದೇಶಕ ಪ್ರಶಾಂತ್ ಶ್ರೀಯಾನ್ ಪೈ [1326, 2174, 1504, 2185]
canara-phone: ದೂರವಾಣಿ: (0824) 2221649, 2213402 [1254, 765, 1415, 776]
lottery-second-no: MB 615985 (KOTTAYAM) [782, 845, 1147, 864]
masthead [0, 0, 1542, 138]
story2-headline1: ಮಹಿಷಮರ್ಧಿನಿ ದೇವಿಗೆ ಸ್ವರ್ಣ ಕವಚ ನಿರ್ಮಾಣ: [783, 149, 1292, 187]
lottery-fourth-prize: 4th Prize Rs.5,000/- [782, 907, 902, 920]
story7-dateline: ಬೆಳ್ತಂಗಡಿ: [31, 2217, 71, 2231]
canara-notice-title: ಸೂಚನೆ [1258, 688, 1411, 719]
col-amount [816, 1859, 908, 1890]
tender-code: DIPR/CP/2681/Zen/2025-26 [1000, 2350, 1140, 2361]
lottery-second-prize: 2nd Prize ₹25,00,000/- [25 Lakhs] [782, 833, 987, 845]
cell-amount-value: ರೂ. 39,15,686/- [819, 1976, 896, 1988]
lottery-eighth-prize: 8th Prize Rs.200/- [782, 1193, 890, 1205]
lottery-third-prize: 3rd Prize Rs.5,00,000/- [5 Lakhs] [782, 864, 981, 876]
cell-ifb: ಬೆಂಜಲ/ಕಾವಿ(ಕಾ-ದಕಿ)-2/ಉಗ್ರಾಣ/991/2025-26 ದಿನಾಂಕ: 04.09.2025 [670, 1973, 816, 2015]
cell-emd-value: ರೂ. 90,000/- [819, 1946, 880, 1958]
cell-amount [816, 2015, 908, 2056]
lottery-sixth-nos: 0614 1016 1118 1122 1141 1411 1846 1885 1919 2270 2455 2748 2861 2887 2970 3006 3863 4737 5078 5149 5304 5320 5347 5431 5471 6230 6253 6806 9285 9423 [782, 997, 1116, 1043]
table-row [615, 2056, 1146, 2097]
section-rule-1 [31, 676, 1513, 677]
canara-email: ಇ-ಮೇಲ್: canarasprings@gmail.com / investor@canarasprings.com [1183, 777, 1486, 788]
cell-sl: 5 [615, 2056, 636, 2097]
lottery-third-no: ME 399415 (KASARAGOD) [782, 876, 1147, 894]
skads-logo-icon [1163, 359, 1206, 405]
story2-body2: ಮಂಗಳವರು ಬೆಟ್ಟು ಶ್ರೀ ಮಹಿಷಮರ್ಧಿನಿ ದೇವಿಗೆ ಸ್ವರ್ಣ ಕವಚ ನಿರ್ಮಾಣಕ್ಕೆ ಪ್ರಥಮ ದೇಣಿಗೆಯನ್ನು ಶಾಸಕ ಅಶೋಕ್ ರೈ ಕುಟುಂಬ ಸಮರ್ಪಿಸಿತು. ದೇವಸ್ಥಾನದ ವಠಾರದಲ್ಲಿ ನಡೆದ ಸರಳ ಕಾರ್ಯಕ್ರಮದ ಹಾಗೂ ಪೂಜಾ ವಿಧಿ ವಿಧಾನಗಳ ಬಳಿಕ ಶಾಸಕರು ದೇಣಿಗೆಯನ್ನು ಸಮರ್ಪಿಸಿದರು. ಈ ಸಂದರ್ಭದಲ್ಲಿ ಶಾಸಕ ಅಶೋಕ್ ರೈ, ಶಾಸಕರ ಪುತ್ರಿ ಡಾ. ರಿದ್ದಿ ರೈ, ದೇವಸ್ಥಾನದ ವ್ಯವಸ್ಥಾಪನ ಸಮಿತಿ ಅಧ್ಯಕ್ಷ ನಿರಂಜನ್ ರೈ ಮಠಂತಬೆಟ್ಟು, ಪುತ್ತೂರು ಶ್ರೀ ಮಹಾಲಿಂಗೇಶ್ವರ ದೇವಸ್ಥಾನದ ವ್ಯವಸ್ಥಾಪನಾ ಸಮಿತಿ ಅಧ್ಯಕ್ಷ ಈಶ್ವರ ಭಟ್ ಪಂಜಿಗುಡ್ಡೆ, ಕೆದಂಬಾಡಿ ಗುತ್ತು ಸುಭಾಷ್ ಜಯರಾಮ ರೈ ಬನ್ನೂರು, ಸಮಿತಿ ಸದಸ್ಯರಾದ ರಾಮಕೃಷ್ಣ ಭಟ್, ದಿನೇಶ್ ಭಂಡಾರಿ, ಕುಮಾರನಾಥ ಎಸ್., ಸತೀಶ್ ನಾಯ್ಕ್ ಮೊಗ್ರಾಲ್, ದೇವಯಾನ [783, 415, 1144, 564]
bwssb-logo-icon [620, 1771, 644, 1794]
story1-dateline: ಮಂಗಳೂರು: [31, 250, 83, 263]
story1-kicker: ನಾರಾಯಣ ಗುರುಗಳ ಪ್ರತಿಮೆಗೆ ಶಾಸಕ ವೇದವ್ಯಾಸ ಕಾಮತ್ ಪುಷ್ಪ ನಮನ [31, 147, 490, 170]
story3-headline2: ಶಾಸಕರ ಅನುದಾನದಿಂದ ಮೇಲ್ಛಾವಣಿ [38, 717, 432, 756]
cell-emd-value: ರೂ. 79,100/- [819, 1988, 880, 1999]
canara-place: ಸ್ಥಳ: ಮಂಗಳೂರು [1165, 2236, 1219, 2246]
col-amount-label: ಟೆಂಡರ್‌ಗಿರುವ ಮೊತ್ತ [827, 1863, 898, 1874]
story3-dateline: ಕುಂದಾಪುರ: [31, 770, 78, 784]
date-label: 8 ಸೆಪ್ಟೆಂಬರ್ 2025 [1352, 91, 1456, 107]
lottery-first-no: MG 339851 (IRINJALAKKUDA) [782, 750, 1147, 769]
lottery [782, 682, 1147, 1753]
story4-body: ಆಕ್ಷಯ ಮಹಿಳಾ ವೇದಿಕೆಯಲ್ಲಿ ವೇದಿಕೆ ವತಿಯಿಂದ ಪೊಲೀಸರಿಂದ ಸುರಕ್ಷಾ ಮಾಹಿತಿ ಶಿಬಿರ ನಡೆಯಿತು. ಸುರತ್ಕಲ್ ಪೊಲೀಸ್ ಠಾಣೆಯಿಂದ ಪೊಲೀಸ್ ಅಧಿಕಾರಿಗಳಾದ ಸ್ವಾತಿ ಜೋಶಿ, ಬಿಲ್ಸಾ, ಮಾಹಿತಿ ನೀಡಿದರು. ಕಳ್ಳರಿಂದ ರಕ್ಷಣೆ ಪಡೆಯುವ ಮಾರ್ಗೋಪಾಯದ ಕುರಿತು ಸೂಕ್ತವಾಗಿ ಮಾಹಿತಿ ನೀಡಿದರು. ಮಹಾಬಲ ಪೂಜಾರಿ ಕಡಂಬೋಡಿ, ಮಹಿಳಾ ವೇದಿಕೆಯ ಗೌರವ ಅಧ್ಯಕ್ಷೆ ಕುಸುಮ ಪೂಜಾರಿ, ಅಧ್ಯಕ್ಷೆ ಸುಜಾತ ಶೆಟ್ಟಿ, ಕಾರ್ಯದರ್ಶಿ ಮಾಲತಿ, ಸೀತಾ ಶೆಟ್ಟಿ, ಲಕ್ಷ್ಮಿ ಕರ್ಕೇರ, ರೇಣುಕಾ, ಸುಜಾತ ಶೆಟ್ಟಿ, ವನಿತಾ, ಸರಿತ ಸಿ ಪ್ರಕಾಶ್, ಹಾಗೂ ವೇದಿಕೆಯ ಸದಸ್ಯೆಯರು ಉಪಸ್ಥಿತರಿದ್ದರು. [630, 719, 768, 1014]
col-division: ವಿಭಾಗ [635, 1859, 670, 1890]
lottery-ninth-nos: 0019 0165 0252 0256 0404 0405 0485 0513 0611 0683 0739 0748 0994 1133 1138 1209 1223 1246 1330 1524 1641 1723 1845 1873 1882 1888 1966 2061 2109 2206 2228 2251 2353 2430 2469 2549 2557 2612 2644 2745 2781 2892 3003 3147 3247 3561 3567 3597 3613 3625 3733 3889 3897 3946 3954 4095 4248 4254 4269 4305 4321 4397 4429 4430 4630 5027 5159 5172 5278 5306 5360 5392 5393 5403 5539 5652 5660 5801 5867 5879 5918 5955 5998 6028 6046 6090 6156 6246 6266 6290 6294 6491 6565 6573 6578 6640 6679 6792 6882 6919 6949 7062 7148 7204 7246 7313 7315 7329 7334 7385 7453 7488 7565 7691 7746 7829 7937 8144 8222 8230 8254 8319 8352 8379 8426 8488 8499 8595 8672 8711 8778 8955 8984 9009 9045 9138 9151 9253 9272 9310 9331 9516 9553 9634 9696 9718 9774 9826 9941 9998 [782, 1389, 1116, 1638]
